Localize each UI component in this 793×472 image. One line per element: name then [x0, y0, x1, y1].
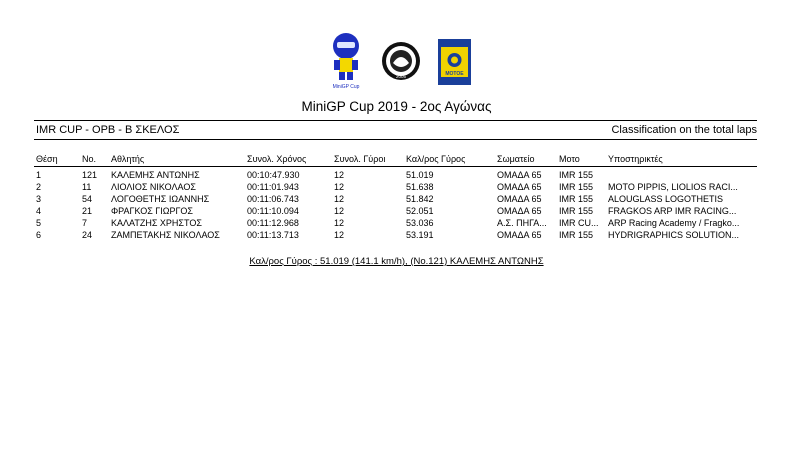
cell-sponsors: ARP Racing Academy / Fragko... — [608, 218, 740, 228]
cell-number: 24 — [82, 230, 93, 240]
seal-logo-text: 2005 — [395, 74, 407, 79]
cell-position: 6 — [36, 230, 42, 240]
cell-number: 121 — [82, 170, 98, 180]
cell-total-laps: 12 — [334, 194, 345, 204]
cell-total-time: 00:11:10.094 — [247, 206, 299, 216]
cell-total-laps: 12 — [334, 170, 345, 180]
cell-rider: ΖΑΜΠΕΤΑΚΗΣ ΝΙΚΟΛΑΟΣ — [111, 230, 220, 240]
cell-best-lap: 53.191 — [406, 230, 434, 240]
table-row — [0, 181, 793, 193]
header-total-time: Συνολ. Χρόνος — [247, 154, 307, 164]
header-bike: Μοτο — [559, 154, 580, 164]
cell-club: ΟΜΑΔΑ 65 — [497, 194, 542, 204]
cell-rider: ΚΑΛΑΤΖΗΣ ΧΡΗΣΤΟΣ — [111, 218, 202, 228]
classification-note: Classification on the total laps — [611, 124, 757, 136]
cell-total-time: 00:10:47.930 — [247, 170, 300, 180]
cell-rider: ΛΟΓΟΘΕΤΗΣ ΙΩΑΝΝΗΣ — [111, 194, 210, 204]
logo-strip — [326, 32, 476, 88]
cell-bike: IMR 155 — [559, 206, 594, 216]
cell-total-time: 00:11:12.968 — [247, 218, 299, 228]
cell-total-time: 00:11:13.713 — [247, 230, 299, 240]
table-row — [0, 229, 793, 241]
cell-bike: IMR 155 — [559, 194, 594, 204]
cell-total-laps: 12 — [334, 182, 345, 192]
cell-total-laps: 12 — [334, 206, 345, 216]
page-title: MiniGP Cup 2019 - 2ος Αγώνας — [301, 99, 492, 114]
cell-sponsors: ALOUGLASS LOGOTHETIS — [608, 194, 724, 204]
cell-position: 3 — [36, 194, 42, 204]
cell-best-lap: 52.051 — [406, 206, 434, 216]
cell-sponsors: HYDRIGRAPHICS SOLUTION... — [608, 230, 740, 240]
cell-club: ΟΜΑΔΑ 65 — [497, 170, 542, 180]
header-rider: Αθλητής — [111, 154, 145, 164]
cell-number: 11 — [82, 182, 92, 192]
divider-top — [34, 120, 757, 121]
cell-number: 54 — [82, 194, 93, 204]
table-row — [0, 193, 793, 205]
cell-club: ΟΜΑΔΑ 65 — [497, 206, 542, 216]
header-number: No. — [82, 154, 97, 164]
cell-club: ΟΜΑΔΑ 65 — [497, 182, 542, 192]
session-name: IMR CUP - OPB - B ΣΚΕΛΟΣ — [36, 124, 180, 136]
best-lap-summary: Καλ/ρος Γύρος : 51.019 (141.1 km/h), (No.121) ΚΑΛΕΜΗΣ ΑΝΤΩΝΗΣ — [249, 256, 544, 267]
cell-total-laps: 12 — [334, 230, 345, 240]
cell-rider: ΛΙΟΛΙΟΣ ΝΙΚΟΛΑΟΣ — [111, 182, 196, 192]
racing-club-seal-logo — [381, 41, 421, 81]
cell-best-lap: 51.019 — [406, 170, 434, 180]
motoe-logo-text: MOTOE — [445, 71, 464, 77]
cell-total-time: 00:11:01.943 — [247, 182, 299, 192]
table-row — [0, 217, 793, 229]
cell-rider: ΚΑΛΕΜΗΣ ΑΝΤΩΝΗΣ — [111, 170, 200, 180]
header-total-laps: Συνολ. Γύροι — [334, 154, 386, 164]
table-row — [0, 169, 793, 181]
cell-best-lap: 51.638 — [406, 182, 434, 192]
cell-position: 2 — [36, 182, 42, 192]
cell-position: 1 — [36, 170, 42, 180]
motoe-logo — [438, 39, 471, 85]
header-club: Σωματείο — [497, 154, 535, 164]
cell-position: 4 — [36, 206, 42, 216]
cell-club: ΟΜΑΔΑ 65 — [497, 230, 542, 240]
cell-number: 21 — [82, 206, 93, 216]
divider-header — [34, 166, 757, 167]
cell-number: 7 — [82, 218, 88, 228]
cell-bike: IMR CU... — [559, 218, 599, 228]
cell-sponsors: FRAGKOS ARP IMR RACING... — [608, 206, 737, 216]
cell-bike: IMR 155 — [559, 230, 594, 240]
table-header — [0, 153, 793, 165]
header-best-lap: Καλ/ρος Γύρος — [406, 154, 466, 164]
table-row — [0, 205, 793, 217]
mascot-logo-text: MiniGP Cup — [332, 84, 360, 90]
cell-total-time: 00:11:06.743 — [247, 194, 299, 204]
header-position: Θέση — [36, 154, 58, 164]
cell-club: Α.Σ. ΠΗΓΑ... — [497, 218, 547, 228]
cell-rider: ΦΡΑΓΚΟΣ ΓΙΩΡΓΟΣ — [111, 206, 193, 216]
cell-best-lap: 53.036 — [406, 218, 434, 228]
cell-sponsors: MOTO PIPPIS, LIOLIOS RACI... — [608, 182, 738, 192]
cell-position: 5 — [36, 218, 42, 228]
helmet-mascot-logo — [326, 32, 366, 90]
header-sponsors: Υποστηρικτές — [608, 154, 663, 164]
cell-best-lap: 51.842 — [406, 194, 434, 204]
cell-bike: IMR 155 — [559, 170, 594, 180]
cell-bike: IMR 155 — [559, 182, 594, 192]
divider-middle — [34, 139, 757, 140]
cell-total-laps: 12 — [334, 218, 345, 228]
